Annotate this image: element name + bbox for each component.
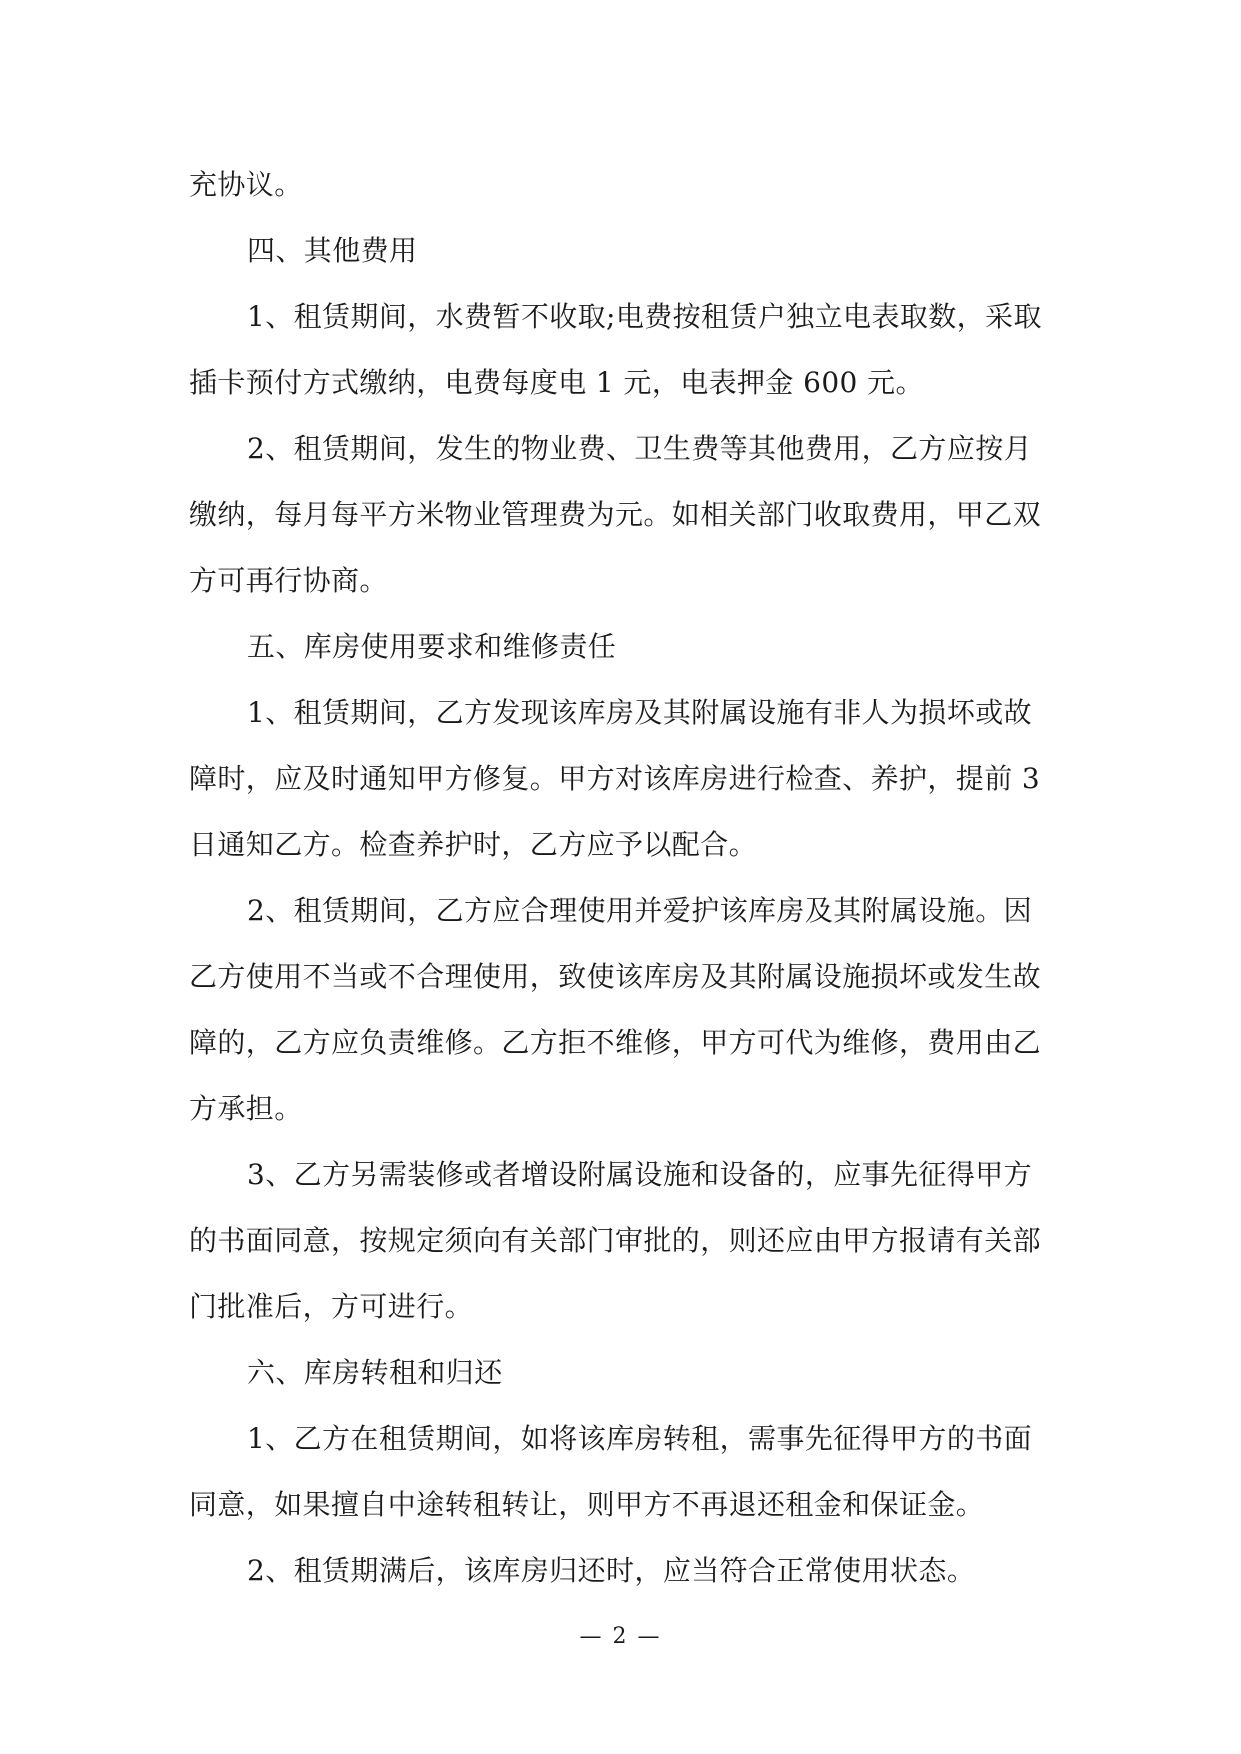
text-line: 插卡预付方式缴纳，电费每度电 1 元，电表押金 600 元。 <box>189 366 924 399</box>
text-line: 2、租赁期间，乙方应合理使用并爱护该库房及其附属设施。因 <box>247 894 1033 927</box>
text-line: 1、乙方在租赁期间，如将该库房转租，需事先征得甲方的书面 <box>247 1422 1033 1455</box>
text-line: 3、乙方另需装修或者增设附属设施和设备的，应事先征得甲方 <box>247 1158 1033 1191</box>
text-line: 方可再行协商。 <box>189 564 388 597</box>
text-line: 六、库房转租和归还 <box>247 1356 503 1389</box>
text-line: 乙方使用不当或不合理使用，致使该库房及其附属设施损坏或发生故 <box>189 960 1042 993</box>
text-line: 1、租赁期间，水费暂不收取;电费按租赁户独立电表取数，采取 <box>247 300 1042 333</box>
text-line: 充协议。 <box>189 168 303 201</box>
document-body <box>189 152 1055 1604</box>
text-line: 障时，应及时通知甲方修复。甲方对该库房进行检查、养护，提前 3 <box>189 762 1041 795</box>
text-line: 五、库房使用要求和维修责任 <box>247 630 617 663</box>
text-line: 四、其他费用 <box>247 234 418 267</box>
text-line: 2、租赁期满后，该库房归还时，应当符合正常使用状态。 <box>247 1554 976 1587</box>
text-line: 的书面同意，按规定须向有关部门审批的，则还应由甲方报请有关部 <box>189 1224 1042 1257</box>
text-line: 门批准后，方可进行。 <box>189 1290 474 1323</box>
text-line: 障的，乙方应负责维修。乙方拒不维修，甲方可代为维修，费用由乙 <box>189 1026 1042 1059</box>
text-line: 方承担。 <box>189 1092 303 1125</box>
text-line: 1、租赁期间，乙方发现该库房及其附属设施有非人为损坏或故 <box>247 696 1033 729</box>
text-line: 2、租赁期间，发生的物业费、卫生费等其他费用，乙方应按月 <box>247 432 1033 465</box>
page-number: — 2 — <box>579 1624 662 1649</box>
text-line: 缴纳，每月每平方米物业管理费为元。如相关部门收取费用，甲乙双 <box>189 498 1042 531</box>
text-line: 同意，如果擅自中途转租转让，则甲方不再退还租金和保证金。 <box>189 1488 985 1521</box>
text-line: 日通知乙方。检查养护时，乙方应予以配合。 <box>189 828 758 861</box>
